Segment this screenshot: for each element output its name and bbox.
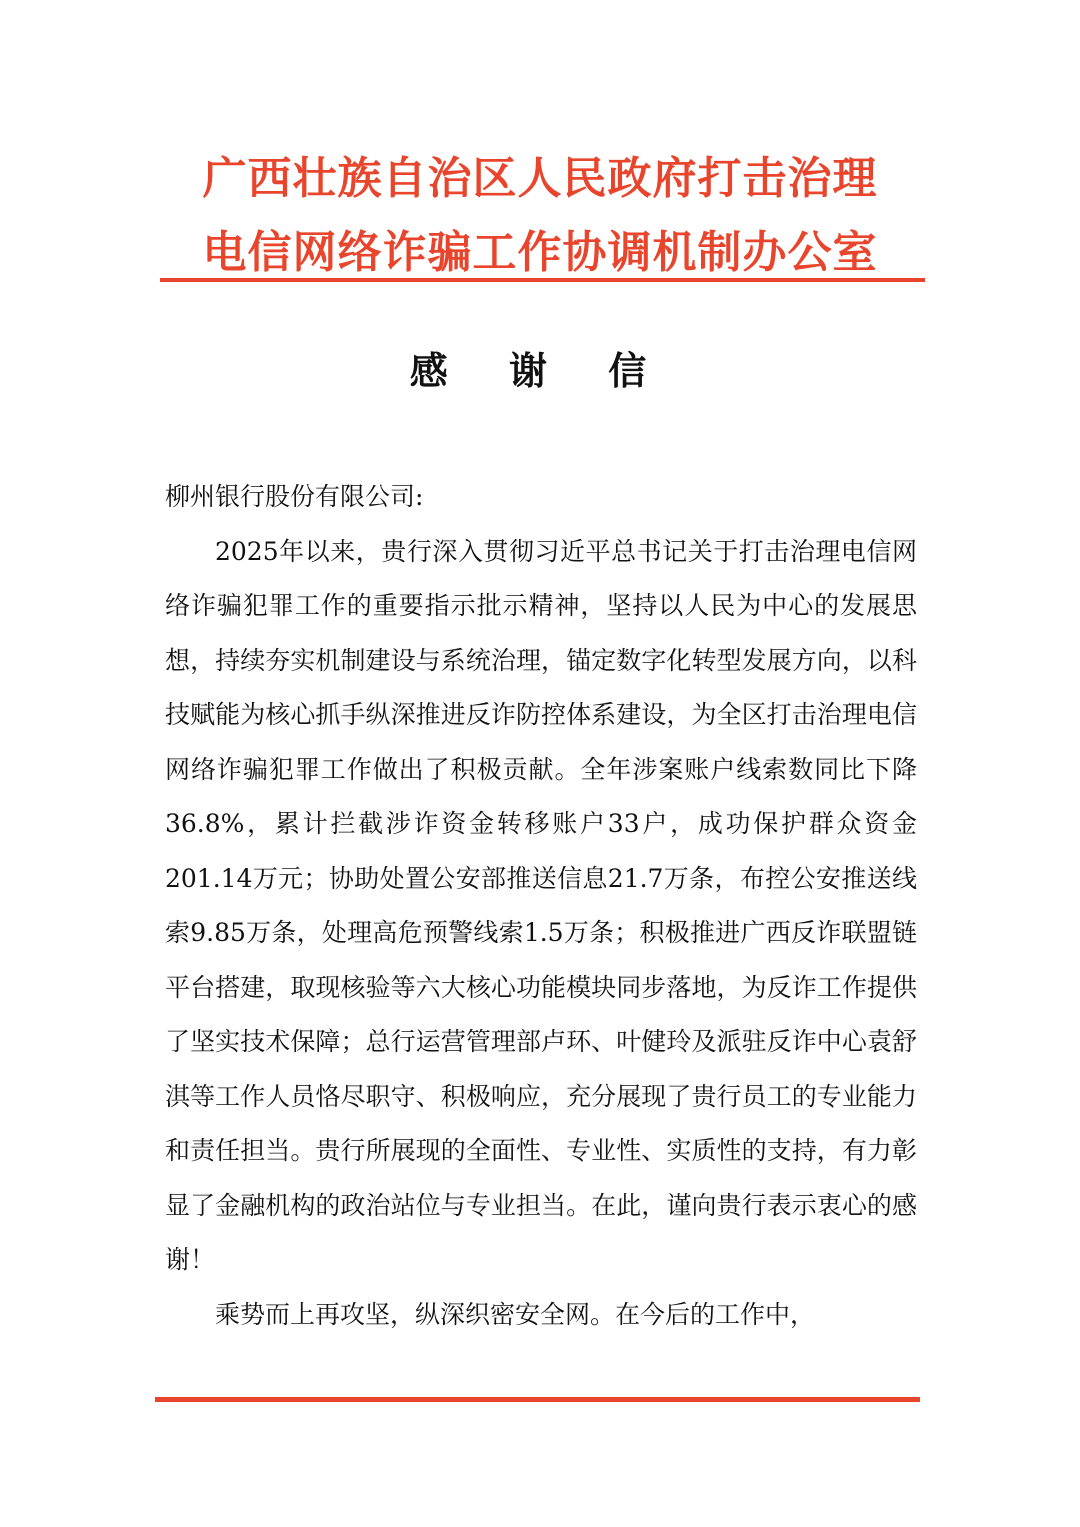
- issuer-header: [160, 142, 920, 290]
- issuer-name-line-2: 电信网络诈骗工作协调机制办公室: [202, 227, 878, 278]
- header-divider: [160, 278, 925, 282]
- issuer-name-line-1: 广西壮族自治区人民政府打击治理: [202, 153, 878, 204]
- body-paragraph-1: 2025年以来，贵行深入贯彻习近平总书记关于打击治理电信网络诈骗犯罪工作的重要指示批示精神，坚持以人民为中心的发展思想，持续夯实机制建设与系统治理，锚定数字化转型发展方向，以科技赋能为核心抓手纵深推进反诈防控体系建设，为全区打击治理电信网络诈骗犯罪工作做出了积极贡献。全年涉案账户线索数同比下降36.8%，累计拦截涉诈资金转移账户33户，成功保护群众资金201.14万元；协助处置公安部推送信息21.7万条，布控公安推送线索9.85万条，处理高危预警线索1.5万条；积极推进广西反诈联盟链平台搭建，取现核验等六大核心功能模块同步落地，为反诈工作提供了坚实技术保障；总行运营管理部卢环、叶健玲及派驻反诈中心袁舒淇等工作人员恪尽职守、积极响应，充分展现了贵行员工的专业能力和责任担当。贵行所展现的全面性、专业性、实质性的支持，有力彰显了金融机构的政治站位与专业担当。在此，谨向贵行表示衷心的感谢！: [165, 536, 917, 1274]
- letter-title: 感 谢 信: [409, 348, 671, 393]
- salutation: 柳州银行股份有限公司:: [165, 482, 424, 511]
- body-paragraph-2: 乘势而上再攻坚，纵深织密安全网。在今后的工作中，: [215, 1299, 816, 1329]
- letter-body: [165, 470, 917, 1342]
- footer-divider: [155, 1397, 920, 1402]
